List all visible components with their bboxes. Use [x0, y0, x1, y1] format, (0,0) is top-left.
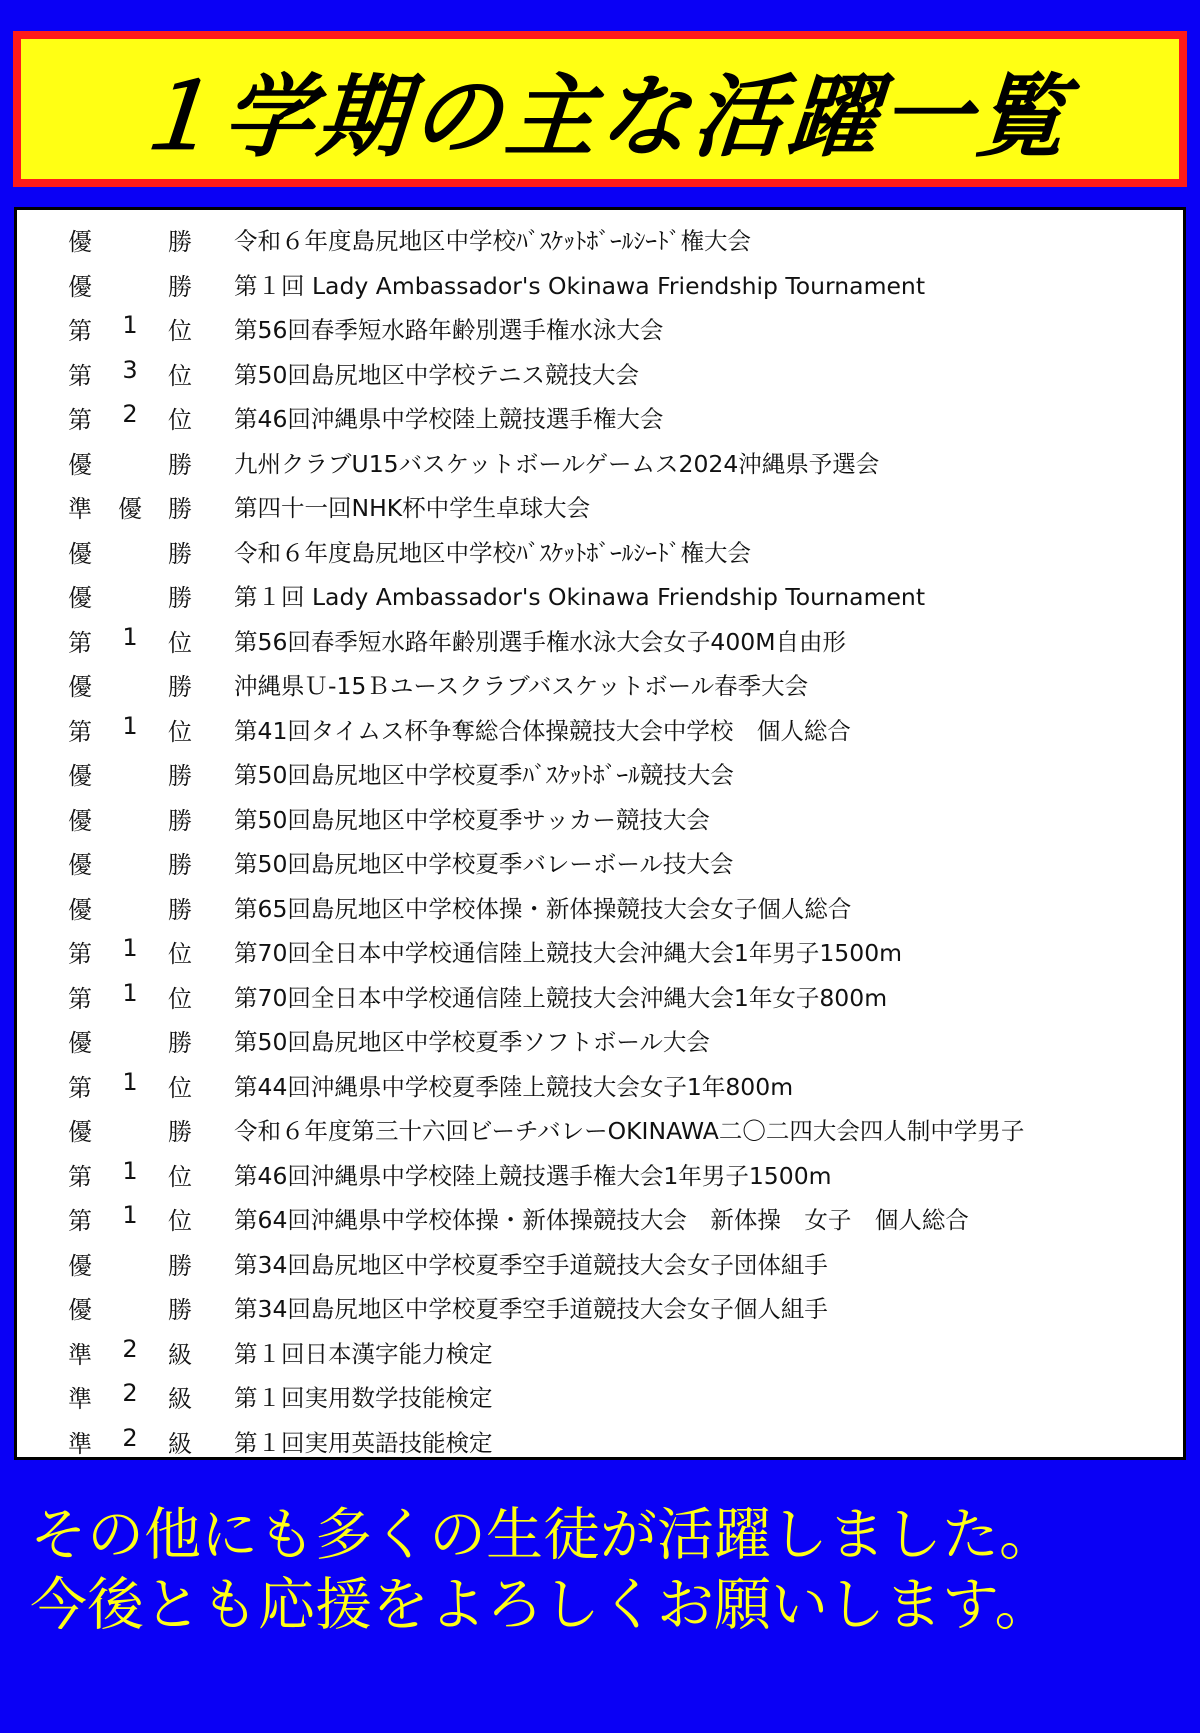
rank-char: 優	[68, 673, 92, 701]
list-item	[17, 1062, 1183, 1107]
event-name: 令和６年度島尻地区中学校ﾊﾞｽｹｯﾄﾎﾞｰﾙｼｰﾄﾞ権大会	[234, 538, 751, 567]
rank-char: 優	[68, 1251, 92, 1280]
event-name: 第70回全日本中学校通信陸上競技大会沖縄大会1年男子1500m	[234, 939, 903, 967]
event-name: 令和６年度第三十六回ビーチバレーOKINAWA二〇二四大会四人制中学男子	[234, 1117, 1025, 1145]
rank-char: 2	[122, 1379, 138, 1407]
rank-char: 2	[122, 1423, 138, 1452]
rank-char: 優	[68, 228, 92, 256]
list-item	[17, 795, 1183, 840]
event-name: 第44回沖縄県中学校夏季陸上競技大会女子1年800m	[234, 1072, 794, 1101]
event-name: 第46回沖縄県中学校陸上競技選手権大会1年男子1500m	[234, 1161, 832, 1190]
rank-char: 準	[68, 1429, 92, 1458]
rank-label	[65, 534, 195, 569]
rank-char: 優	[68, 450, 92, 479]
rank-label	[65, 1068, 195, 1103]
list-item	[17, 1106, 1183, 1151]
event-name: 第50回島尻地区中学校夏季ソフトボール大会	[234, 1028, 710, 1056]
rank-char: 位	[168, 361, 192, 390]
rank-label	[65, 623, 195, 658]
rank-label	[65, 222, 195, 257]
rank-char: 優	[68, 584, 92, 612]
rank-char	[115, 445, 145, 480]
rank-char: 第	[68, 717, 92, 746]
rank-label	[65, 1424, 195, 1459]
rank-char: 位	[168, 1162, 192, 1191]
rank-char: 優	[68, 1118, 92, 1146]
list-item	[17, 928, 1183, 973]
rank-char: 勝	[168, 584, 192, 612]
rank-char: 第	[68, 984, 92, 1013]
event-name: 沖縄県Ｕ-15Ｂユースクラブバスケットボール春季大会	[234, 672, 809, 700]
footer-line-1: その他にも多くの生徒が活躍しました。	[30, 1502, 1056, 1568]
event-name: 第64回沖縄県中学校体操・新体操競技大会 新体操 女子 個人総合	[234, 1206, 969, 1234]
rank-label	[65, 267, 195, 302]
rank-label	[65, 1157, 195, 1192]
list-item	[17, 661, 1183, 706]
rank-label	[65, 845, 195, 880]
rank-char: 位	[168, 940, 192, 968]
rank-char: 第	[68, 1162, 92, 1191]
event-name: 第50回島尻地区中学校テニス競技大会	[234, 360, 639, 389]
event-name: 第50回島尻地区中学校夏季バレーボール技大会	[234, 850, 734, 878]
list-item	[17, 305, 1183, 350]
rank-char: 勝	[168, 272, 192, 301]
rank-char: 第	[68, 361, 92, 390]
rank-char: 勝	[168, 228, 192, 256]
rank-char	[115, 1023, 145, 1058]
rank-char: 1	[122, 934, 138, 962]
rank-label	[65, 1335, 195, 1370]
rank-char: 第	[68, 628, 92, 657]
rank-char	[115, 1246, 145, 1281]
event-name: 第41回タイムス杯争奪総合体操競技大会中学校 個人総合	[234, 716, 851, 745]
rank-label	[65, 1023, 195, 1058]
rank-label	[65, 667, 195, 702]
list-item	[17, 617, 1183, 662]
list-item	[17, 1418, 1183, 1463]
event-name: 第１回日本漢字能力検定	[234, 1339, 493, 1368]
rank-label	[65, 489, 195, 524]
rank-label	[65, 1379, 195, 1414]
rank-char	[115, 1112, 145, 1147]
rank-label	[65, 311, 195, 346]
rank-label	[65, 400, 195, 435]
rank-char: 勝	[168, 1251, 192, 1280]
list-item	[17, 261, 1183, 306]
event-name: 第１回実用数学技能検定	[234, 1384, 493, 1412]
rank-char: 優	[68, 272, 92, 301]
rank-char: 優	[118, 495, 142, 523]
list-item	[17, 1195, 1183, 1240]
rank-char: 勝	[168, 539, 192, 568]
rank-char: 級	[168, 1340, 192, 1369]
rank-label	[65, 445, 195, 480]
rank-char: 勝	[168, 806, 192, 835]
list-item	[17, 528, 1183, 573]
rank-char: 勝	[168, 762, 192, 790]
rank-char	[115, 667, 145, 702]
rank-char: 準	[68, 495, 92, 523]
rank-label	[65, 356, 195, 391]
rank-char: 2	[122, 1334, 138, 1363]
rank-char: 優	[68, 1029, 92, 1057]
rank-label	[65, 1246, 195, 1281]
rank-char: 位	[168, 1207, 192, 1235]
rank-char	[115, 534, 145, 569]
list-item	[17, 350, 1183, 395]
event-name: 第34回島尻地区中学校夏季空手道競技大会女子個人組手	[234, 1295, 828, 1323]
event-name: 第50回島尻地区中学校夏季サッカー競技大会	[234, 805, 710, 834]
rank-char	[115, 267, 145, 302]
event-name: 第56回春季短水路年齢別選手権水泳大会	[234, 316, 664, 344]
footer-line-2: 今後とも応援をよろしくお願いします。	[30, 1572, 1052, 1638]
rank-char: 第	[68, 406, 92, 434]
rank-char	[115, 845, 145, 880]
rank-char: 勝	[168, 1296, 192, 1324]
rank-char: 勝	[168, 673, 192, 701]
rank-label	[65, 1112, 195, 1147]
event-name: 第１回 Lady Ambassador's Okinawa Friendship Tournament	[234, 271, 926, 300]
list-item	[17, 1373, 1183, 1418]
rank-char: 級	[168, 1429, 192, 1458]
rank-label	[65, 979, 195, 1014]
rank-char: 勝	[168, 851, 192, 879]
rank-char: 勝	[168, 495, 192, 523]
event-name: 第65回島尻地区中学校体操・新体操競技大会女子個人総合	[234, 894, 852, 923]
rank-char: 準	[68, 1385, 92, 1413]
rank-char: 優	[68, 1296, 92, 1324]
achievements-list	[14, 207, 1186, 1460]
rank-char: 勝	[168, 895, 192, 924]
event-name: 第56回春季短水路年齢別選手権水泳大会女子400M自由形	[234, 627, 847, 656]
rank-char: 勝	[168, 1118, 192, 1146]
page-title: １学期の主な活躍一覧	[125, 65, 1074, 170]
rank-label	[65, 756, 195, 791]
title-banner	[13, 31, 1187, 187]
event-name: 第四十一回NHK杯中学生卓球大会	[234, 494, 591, 522]
rank-char: 優	[68, 895, 92, 924]
event-name: 第１回 Lady Ambassador's Okinawa Friendship Tournament	[234, 583, 926, 611]
rank-char	[115, 890, 145, 925]
rank-char: 3	[122, 355, 138, 384]
rank-char	[115, 1290, 145, 1325]
rank-char: 第	[68, 1073, 92, 1102]
event-name: 第70回全日本中学校通信陸上競技大会沖縄大会1年女子800m	[234, 983, 888, 1012]
list-item	[17, 1329, 1183, 1374]
list-item	[17, 572, 1183, 617]
rank-char: 勝	[168, 1029, 192, 1057]
list-item	[17, 483, 1183, 528]
rank-char	[115, 801, 145, 836]
rank-char: 優	[68, 851, 92, 879]
list-item	[17, 439, 1183, 484]
rank-char: 級	[168, 1385, 192, 1413]
rank-char: 1	[122, 622, 138, 651]
rank-char: 位	[168, 984, 192, 1013]
rank-char: 優	[68, 539, 92, 568]
rank-label	[65, 934, 195, 969]
event-name: 令和６年度島尻地区中学校ﾊﾞｽｹｯﾄﾎﾞｰﾙｼｰﾄﾞ権大会	[234, 227, 751, 255]
rank-label	[65, 801, 195, 836]
list-item	[17, 973, 1183, 1018]
rank-label	[65, 1201, 195, 1236]
event-name: 第46回沖縄県中学校陸上競技選手権大会	[234, 405, 664, 433]
rank-char	[115, 578, 145, 613]
list-item	[17, 1284, 1183, 1329]
event-name: 第34回島尻地区中学校夏季空手道競技大会女子団体組手	[234, 1250, 828, 1279]
rank-char: 1	[122, 711, 138, 740]
rank-char: 位	[168, 406, 192, 434]
event-name: 第１回実用英語技能検定	[234, 1428, 493, 1457]
rank-label	[65, 578, 195, 613]
rank-char: 1	[122, 1156, 138, 1185]
list-item	[17, 216, 1183, 261]
event-name: 九州クラブU15バスケットボールゲームス2024沖縄県予選会	[234, 449, 880, 478]
rank-char: 第	[68, 940, 92, 968]
list-item	[17, 750, 1183, 795]
rank-char	[115, 222, 145, 257]
list-item	[17, 1151, 1183, 1196]
rank-char: 位	[168, 1073, 192, 1102]
rank-label	[65, 712, 195, 747]
list-item	[17, 394, 1183, 439]
rank-char: 位	[168, 717, 192, 746]
list-item	[17, 839, 1183, 884]
rank-char: 2	[122, 400, 138, 428]
rank-char: 第	[68, 317, 92, 345]
list-item	[17, 1240, 1183, 1285]
rank-char: 優	[68, 762, 92, 790]
rank-label	[65, 1290, 195, 1325]
rank-char: 1	[122, 1201, 138, 1229]
rank-char: 1	[122, 311, 138, 339]
rank-label	[65, 890, 195, 925]
list-item	[17, 706, 1183, 751]
list-item	[17, 1017, 1183, 1062]
rank-char: 1	[122, 1067, 138, 1096]
rank-char: 位	[168, 317, 192, 345]
rank-char: 勝	[168, 450, 192, 479]
rank-char	[115, 756, 145, 791]
event-name: 第50回島尻地区中学校夏季ﾊﾞｽｹｯﾄﾎﾞｰﾙ競技大会	[234, 761, 734, 789]
list-item	[17, 884, 1183, 929]
rank-char: 位	[168, 628, 192, 657]
rank-char: 準	[68, 1340, 92, 1369]
rank-char: 第	[68, 1207, 92, 1235]
rank-char: 1	[122, 978, 138, 1007]
rank-char: 優	[68, 806, 92, 835]
footer-message	[30, 1500, 1056, 1640]
